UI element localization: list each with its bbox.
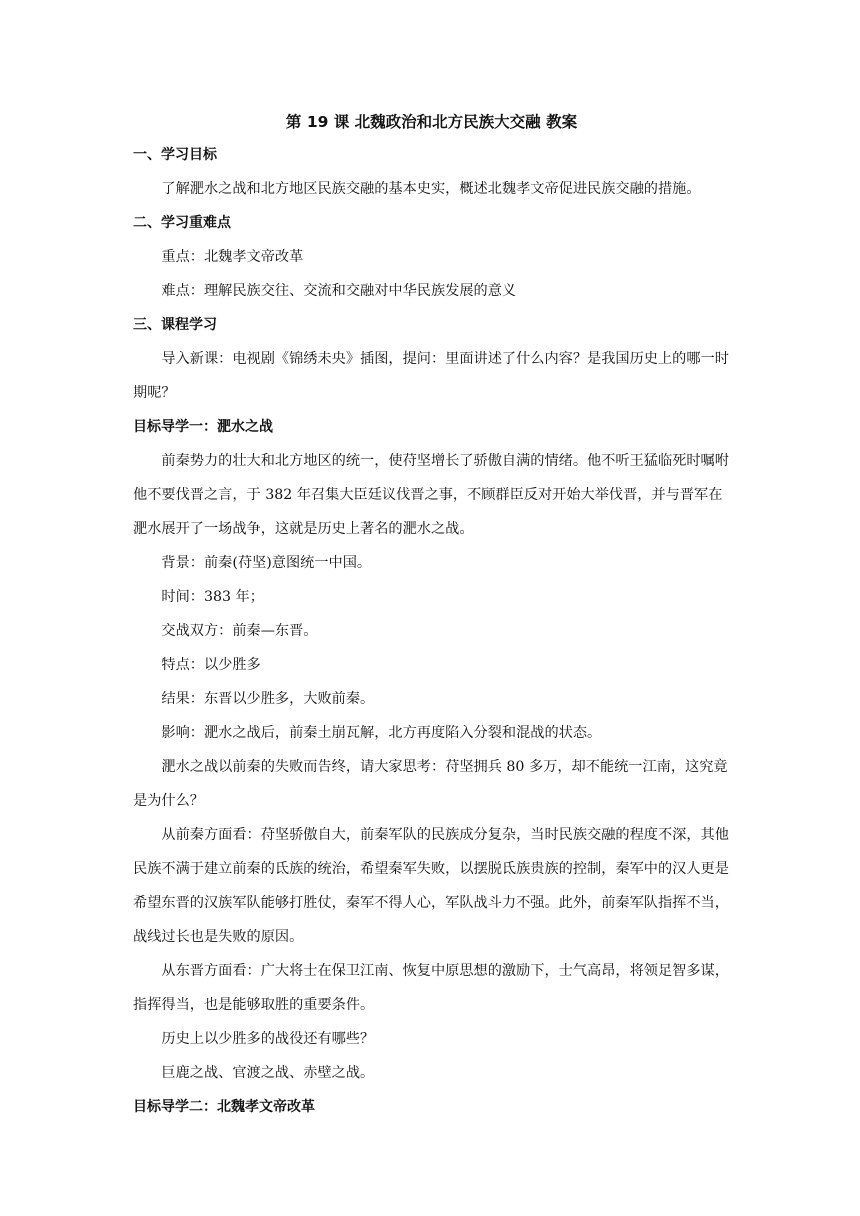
goal1-heading: 目标导学一：淝水之战 <box>133 419 273 435</box>
feature-line: 特点：以少胜多 <box>161 657 261 673</box>
time-line: 时间：383 年； <box>161 589 264 605</box>
key-point-text: 重点：北魏孝文帝改革 <box>161 249 304 265</box>
sides-line: 交战双方：前秦—东晋。 <box>161 623 318 639</box>
section-heading-course-study: 三、课程学习 <box>133 317 217 333</box>
background-line: 背景：前秦(苻坚)意图统一中国。 <box>161 555 372 571</box>
section-heading-learning-goals: 一、学习目标 <box>133 147 217 163</box>
jin-view-paragraph: 从东晋方面看：广大将士在保卫江南、恢复中原思想的激励下，士气高昂，将领足智多谋，指挥得当，也是能够取胜的重要条件。 <box>133 963 729 1013</box>
intro-paragraph: 导入新课：电视剧《锦绣未央》插图，提问：里面讲述了什么内容？是我国历史上的哪一时期呢？ <box>133 351 729 401</box>
qin-view-paragraph: 从前秦方面看：苻坚骄傲自大，前秦军队的民族成分复杂，当时民族交融的程度不深，其他民族不满于建立前秦的氐族的统治，希望秦军失败，以摆脱氐族贵族的控制，秦军中的汉人更是希望东晋的汉族军队能够打胜仗，秦军不得人心，军队战斗力不强。此外，前秦军队指挥不当，战线过长也是失败的原因。 <box>133 827 729 945</box>
result-line: 结果：东晋以少胜多，大败前秦。 <box>161 691 375 707</box>
document-content <box>133 106 730 1124</box>
other-battles-answer: 巨鹿之战、官渡之战、赤壁之战。 <box>161 1065 375 1081</box>
learning-goals-text: 了解淝水之战和北方地区民族交融的基本史实，概述北魏孝文帝促进民族交融的措施。 <box>161 181 701 197</box>
other-battles-question: 历史上以少胜多的战役还有哪些？ <box>161 1031 375 1047</box>
difficult-point-text: 难点：理解民族交往、交流和交融对中华民族发展的意义 <box>161 283 517 299</box>
page-title: 第 19 课 北魏政治和北方民族大交融 教案 <box>285 113 578 131</box>
section-heading-key-points: 二、学习重难点 <box>133 215 231 231</box>
question-paragraph: 淝水之战以前秦的失败而告终，请大家思考：苻坚拥兵 80 多万，却不能统一江南，这究竟是为什么？ <box>133 759 728 809</box>
goal2-heading: 目标导学二：北魏孝文帝改革 <box>133 1099 315 1115</box>
impact-line: 影响：淝水之战后，前秦土崩瓦解，北方再度陷入分裂和混战的状态。 <box>161 725 602 741</box>
goal1-paragraph: 前秦势力的壮大和北方地区的统一，使苻坚增长了骄傲自满的情绪。他不听王猛临死时嘱咐他不要伐晋之言，于 382 年召集大臣廷议伐晋之事，不顾群臣反对开始大举伐晋，并与晋军在淝水展开了一场战争，这就是历史上著名的淝水之战。 <box>133 453 729 537</box>
